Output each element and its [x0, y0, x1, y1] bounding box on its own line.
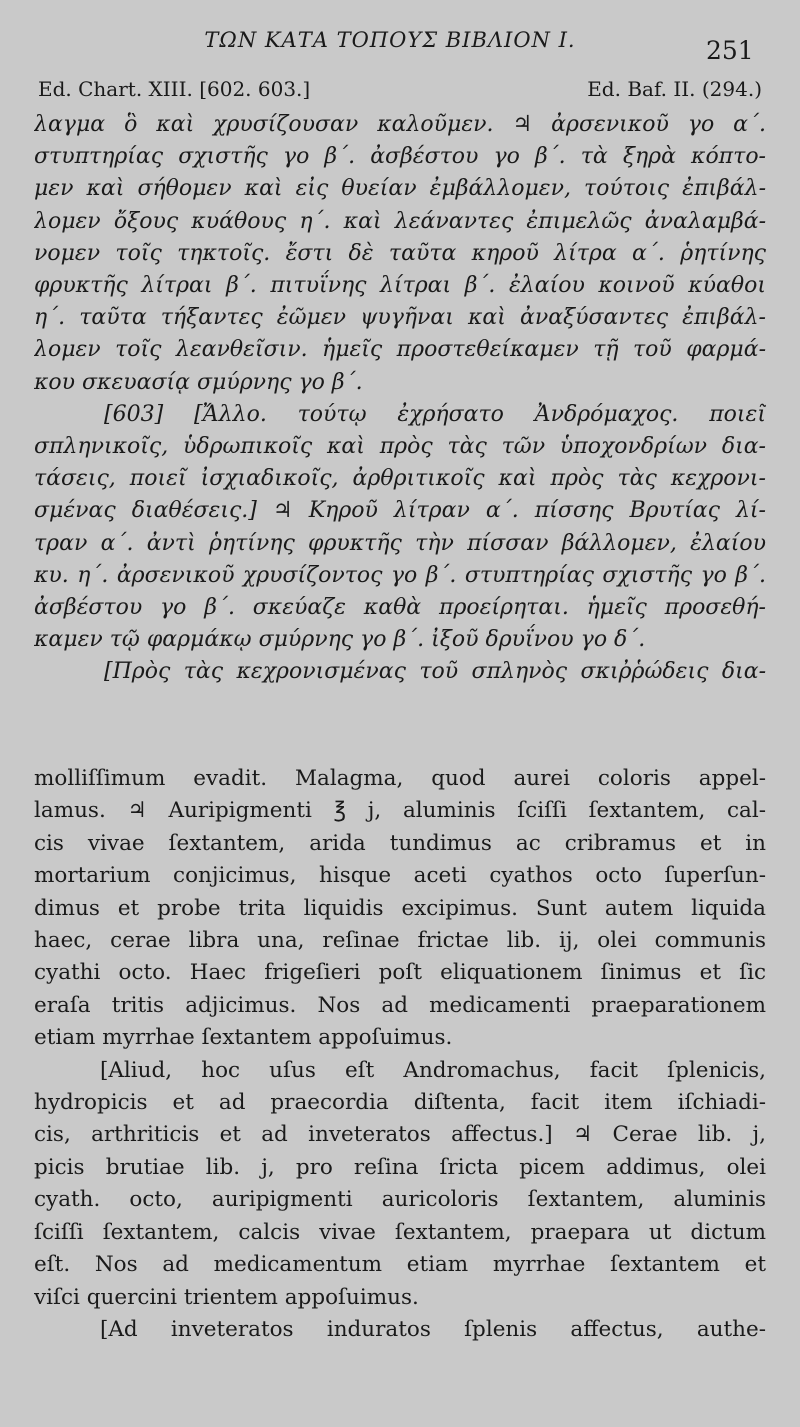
- latin-line: haec, cerae libra una, reſinae frictae lib. ij, olei communis: [34, 928, 766, 954]
- greek-line: κυ. η΄. ἀρσενικοῦ χρυσίζοντος γο β΄. στυπτηρίας σχιστῆς γο β΄.: [34, 562, 766, 588]
- greek-line: τάσεις, ποιεῖ ἰσχιαδικοῖς, ἀρθριτικοῖς καὶ πρὸς τὰς κεχρονι-: [34, 466, 766, 492]
- latin-text-block: [34, 763, 766, 1346]
- edition-reference-left: Ed. Chart. XIII. [602. 603.]: [38, 77, 311, 101]
- greek-line: τραν α΄. ἀντὶ ῥητίνης φρυκτῆς τὴν πίσσαν βάλλομεν, ἐλαίου: [34, 530, 766, 556]
- latin-line: [Ad inveteratos induratos ſplenis affectus, authe-: [100, 1316, 766, 1342]
- greek-line: ἀσβέστου γο β΄. σκεύαζε καθὰ προείρηται. ἡμεῖς προσεθή-: [34, 595, 766, 621]
- latin-line: picis brutiae lib. j, pro reſina ſricta picem addimus, olei: [34, 1154, 766, 1180]
- latin-line: cis vivae ſextantem, arida tundimus ac cribramus et in: [34, 830, 766, 856]
- greek-line: καμεν τῷ φαρμάκῳ σμύρνης γο β΄. ἰξοῦ δρυΐνου γο δ΄.: [34, 627, 646, 653]
- latin-line: cyath. octo, auripigmenti auricoloris ſextantem, aluminis: [34, 1187, 766, 1213]
- greek-line: μεν καὶ σήθομεν καὶ εἰς θυείαν ἐμβάλλομεν, τούτοις ἐπιβάλ-: [34, 176, 766, 202]
- greek-line: λαγμα ὃ καὶ χρυσίζουσαν καλοῦμεν. ♃ ἀρσενικοῦ γο α΄.: [34, 112, 766, 137]
- latin-line: dimus et probe trita liquidis excipimus. Sunt autem liquida: [34, 895, 766, 921]
- latin-line: hydropicis et ad praecordia diſtenta, facit item iſchiadi-: [34, 1090, 766, 1116]
- latin-line: eſt. Nos ad medicamentum etiam myrrhae ſextantem et: [34, 1252, 766, 1278]
- running-header-title: ΤΩΝ ΚΑΤΑ ΤΟΠΟΥΣ ΒΙΒΛΙΟΝ Ι.: [204, 28, 576, 52]
- latin-line: molliſſimum evadit. Malagma, quod aurei coloris appel-: [34, 766, 766, 791]
- latin-line: eraſa tritis adjicimus. Nos ad medicamenti praeparationem: [34, 992, 766, 1018]
- edition-reference-right: Ed. Baf. II. (294.): [587, 77, 762, 101]
- greek-line: [Πρὸς τὰς κεχρονισμένας τοῦ σπληνὸς σκιῤῥώδεις δια-: [104, 659, 766, 685]
- latin-line: viſci quercini trientem appoſuimus.: [34, 1284, 419, 1310]
- greek-line: λομεν τοῖς λεανθεῖσιν. ἡμεῖς προστεθείκαμεν τῇ τοῦ φαρμά-: [34, 337, 766, 363]
- latin-line: ſciſſi ſextantem, calcis vivae ſextantem, praepara ut dictum: [34, 1219, 766, 1245]
- page-number: 251: [706, 36, 754, 65]
- greek-line: [603] [Ἄλλο. τούτῳ ἐχρήσατο Ἀνδρόμαχος. ποιεῖ: [104, 401, 766, 427]
- greek-text-block: [34, 109, 766, 689]
- latin-line: mortarium conjicimus, hisque aceti cyathos octo ſuperſun-: [34, 863, 766, 889]
- greek-line: λομεν ὄξους κυάθους η΄. καὶ λεάναντες ἐπιμελῶς ἀναλαμβά-: [34, 208, 766, 234]
- latin-line: cyathi octo. Haec frigeſieri poſt eliquationem ſinimus et ſic: [34, 960, 766, 986]
- latin-line: cis, arthriticis et ad inveteratos affectus.] ♃ Cerae lib. j,: [34, 1122, 766, 1148]
- greek-line: σμένας διαθέσεις.] ♃ Κηροῦ λίτραν α΄. πίσσης Βρυτίας λί-: [34, 498, 766, 524]
- greek-line: κου σκευασίᾳ σμύρνης γο β΄.: [34, 369, 363, 395]
- latin-line: lamus. ♃ Auripigmenti ℥ j, aluminis ſciſſi ſextantem, cal-: [34, 798, 766, 824]
- greek-line: η΄. ταῦτα τήξαντες ἐῶμεν ψυγῆναι καὶ ἀναξύσαντες ἐπιβάλ-: [34, 305, 766, 331]
- greek-line: φρυκτῆς λίτραι β΄. πιτυΐνης λίτραι β΄. ἐλαίου κοινοῦ κύαθοι: [34, 273, 766, 299]
- greek-line: σπληνικοῖς, ὑδρωπικοῖς καὶ πρὸς τὰς τῶν ὑποχονδρίων δια-: [34, 434, 766, 460]
- greek-line: στυπτηρίας σχιστῆς γο β΄. ἀσβέστου γο β΄. τὰ ξηρὰ κόπτο-: [34, 144, 766, 170]
- latin-line: [Aliud, hoc uſus eſt Andromachus, facit ſplenicis,: [100, 1057, 766, 1083]
- greek-line: νομεν τοῖς τηκτοῖς. ἔστι δὲ ταῦτα κηροῦ λίτρα α΄. ῥητίνης: [34, 240, 766, 266]
- latin-line: etiam myrrhae ſextantem appoſuimus.: [34, 1025, 453, 1051]
